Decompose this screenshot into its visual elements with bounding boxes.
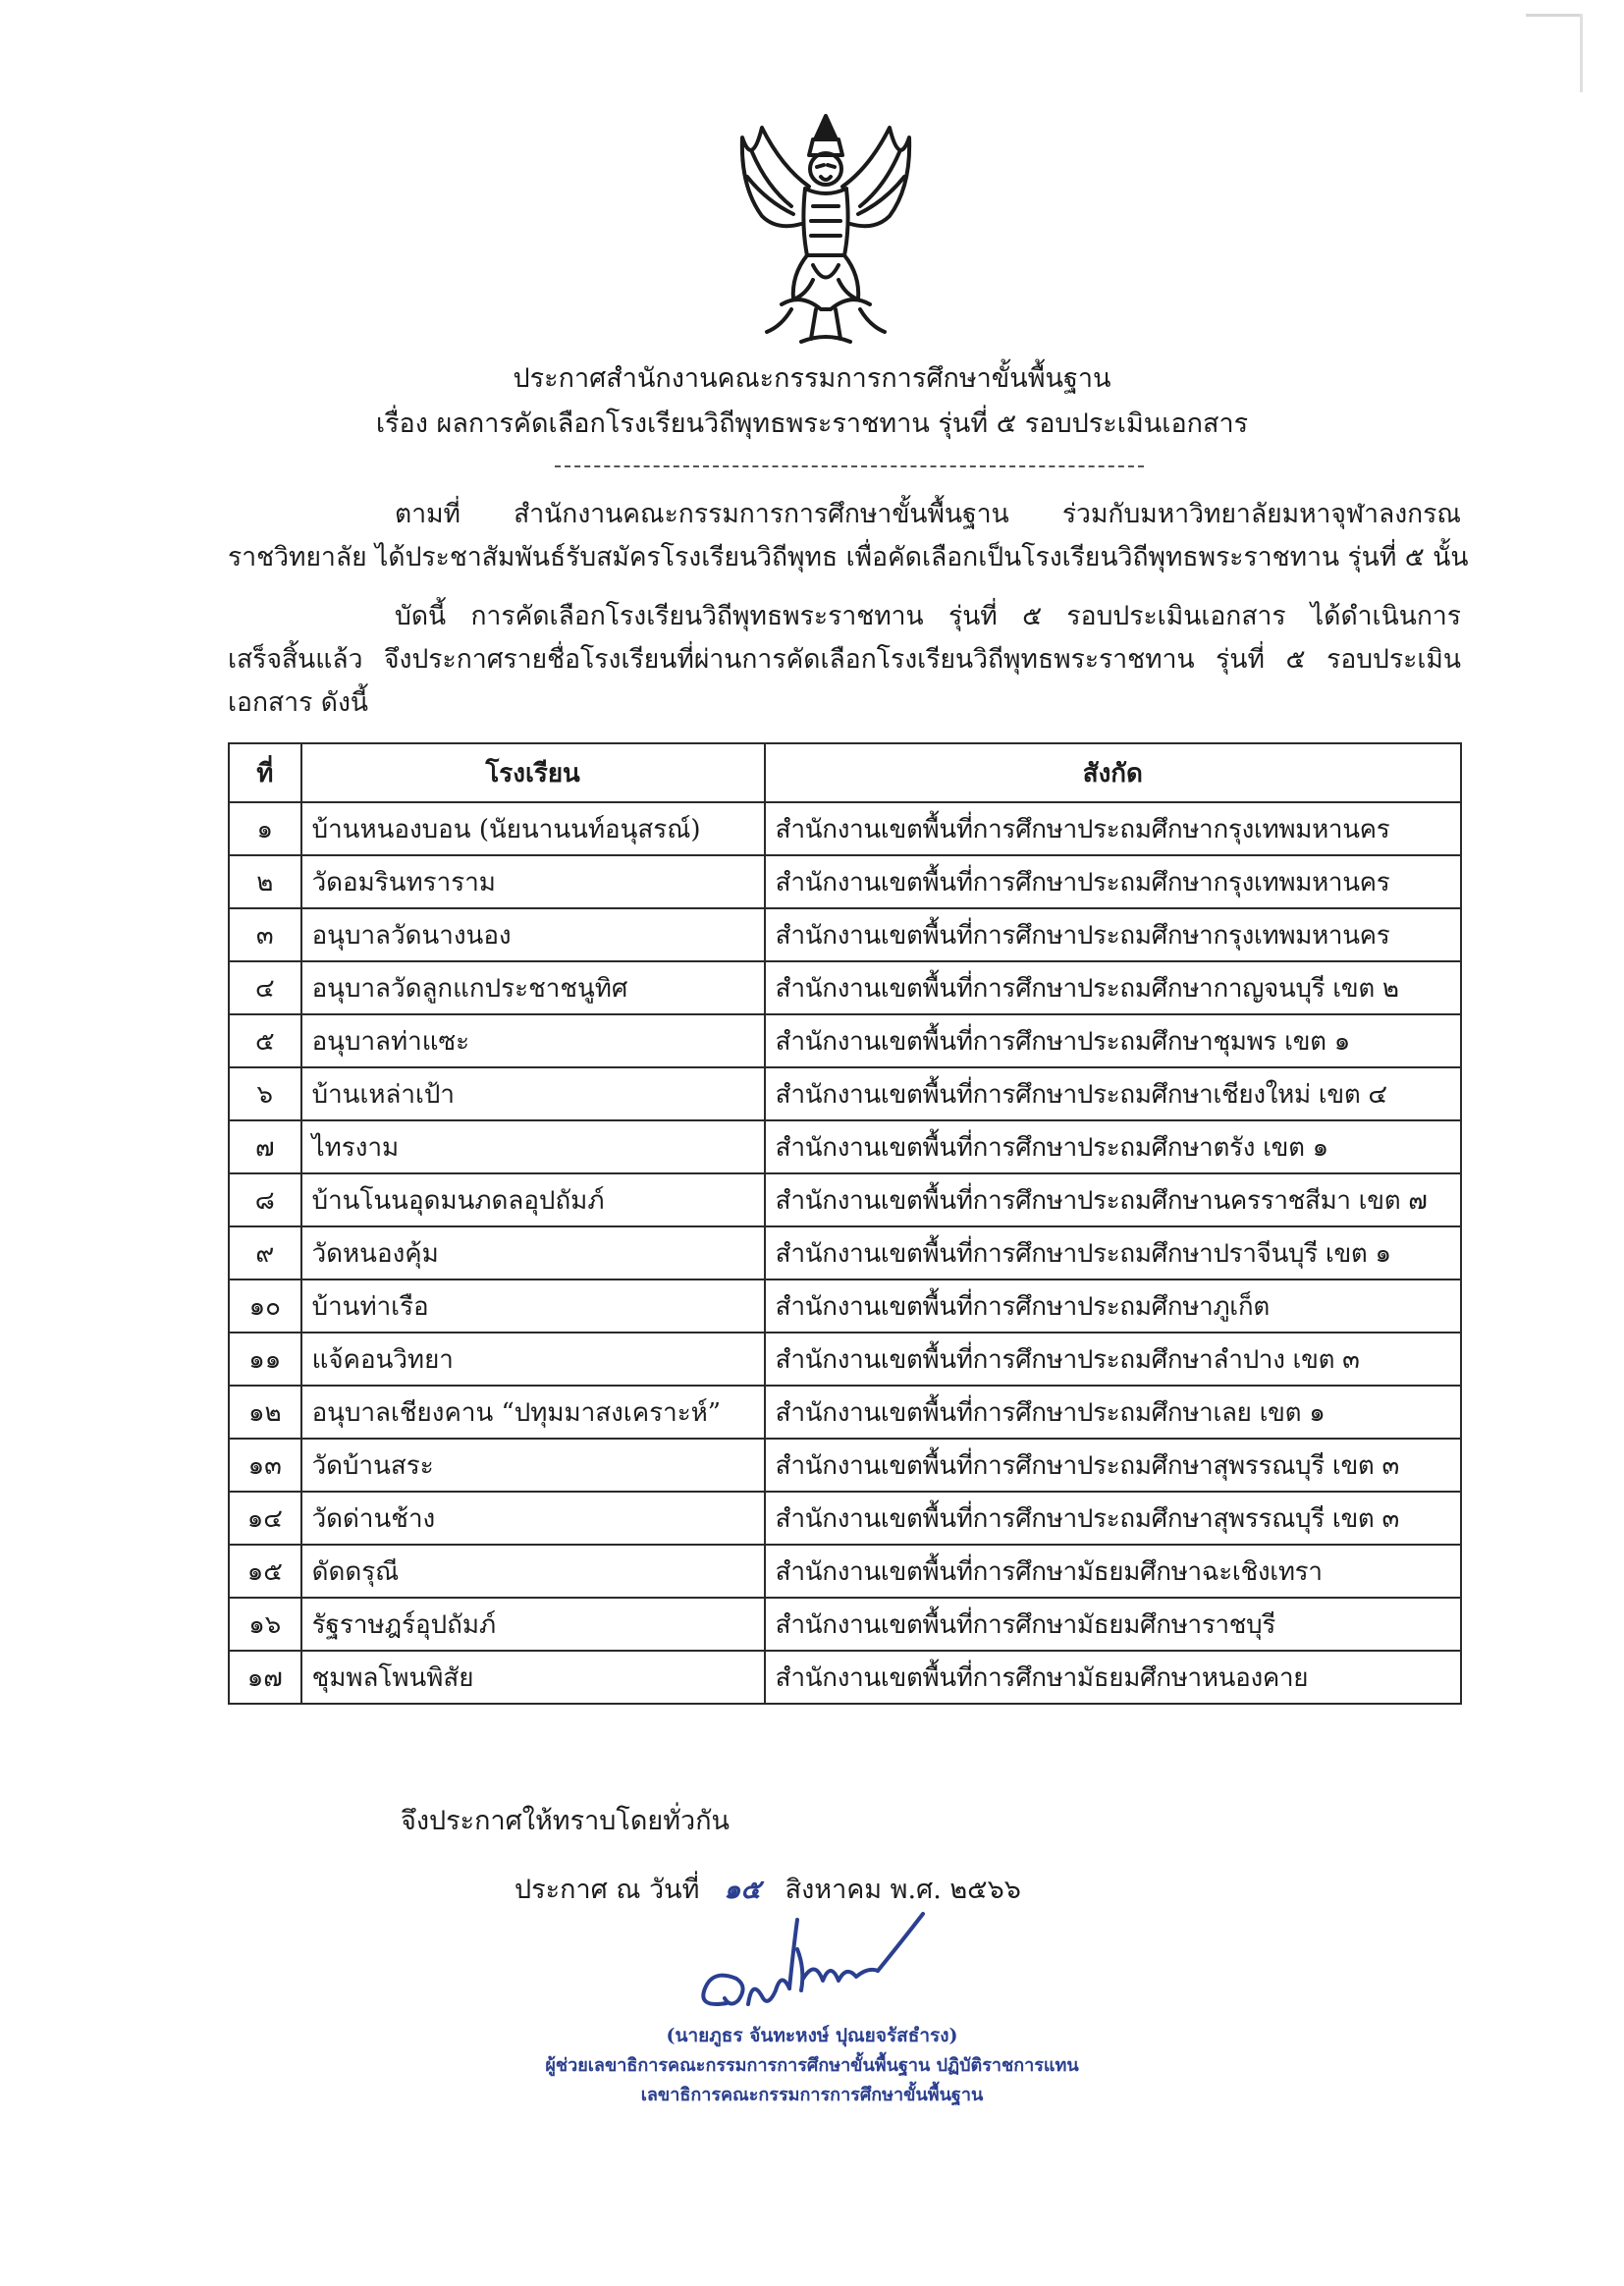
intro-paragraph — [228, 493, 1469, 579]
affiliation-name: สำนักงานเขตพื้นที่การศึกษาประถมศึกษาตรัง เขต ๑ — [765, 1120, 1461, 1173]
table-row — [229, 1173, 1461, 1226]
school-name: ชุมพลโพนพิสัย — [301, 1651, 765, 1704]
affiliation-name: สำนักงานเขตพื้นที่การศึกษาประถมศึกษากรุงเทพมหานคร — [765, 908, 1461, 961]
table-row — [229, 1120, 1461, 1173]
garuda-emblem — [723, 108, 929, 354]
affiliation-name: สำนักงานเขตพื้นที่การศึกษาประถมศึกษาสุพรรณบุรี เขต ๓ — [765, 1439, 1461, 1492]
table-body — [229, 802, 1461, 1704]
paragraph-line: เสร็จสิ้นแล้ว จึงประกาศรายชื่อโรงเรียนที่ผ่านการคัดเลือกโรงเรียนวิถีพุทธพระราชทาน รุ่นที่ ๕ รอบประเมิน — [228, 644, 1461, 675]
school-name: บ้านโนนอุดมนภดลอุปถัมภ์ — [301, 1173, 765, 1226]
date-month-year: สิงหาคม พ.ศ. ๒๕๖๖ — [785, 1875, 1021, 1905]
row-number: ๙ — [229, 1226, 301, 1279]
affiliation-name: สำนักงานเขตพื้นที่การศึกษาประถมศึกษาปราจีนบุรี เขต ๑ — [765, 1226, 1461, 1279]
school-name: บ้านเหล่าเป้า — [301, 1067, 765, 1120]
row-number: ๑๑ — [229, 1333, 301, 1386]
affiliation-name: สำนักงานเขตพื้นที่การศึกษาประถมศึกษาลำปาง เขต ๓ — [765, 1333, 1461, 1386]
affiliation-name: สำนักงานเขตพื้นที่การศึกษามัธยมศึกษาหนองคาย — [765, 1651, 1461, 1704]
paragraph-line: ราชวิทยาลัย ได้ประชาสัมพันธ์รับสมัครโรงเรียนวิถีพุทธ เพื่อคัดเลือกเป็นโรงเรียนวิถีพุทธพระราชทาน รุ่นที่ ๕ นั้น — [228, 542, 1469, 572]
column-header-school: โรงเรียน — [301, 743, 765, 802]
school-name: รัฐราษฎร์อุปถัมภ์ — [301, 1598, 765, 1651]
row-number: ๑๖ — [229, 1598, 301, 1651]
school-name: ไทรงาม — [301, 1120, 765, 1173]
handwritten-signature — [687, 1910, 943, 2028]
row-number: ๑๔ — [229, 1492, 301, 1545]
affiliation-name: สำนักงานเขตพื้นที่การศึกษาประถมศึกษาภูเก็ต — [765, 1279, 1461, 1333]
row-number: ๘ — [229, 1173, 301, 1226]
result-paragraph — [228, 595, 1461, 725]
table-row — [229, 1386, 1461, 1439]
school-name: วัดบ้านสระ — [301, 1439, 765, 1492]
table-row — [229, 1651, 1461, 1704]
announcement-title: ประกาศสำนักงานคณะกรรมการการศึกษาขั้นพื้นฐาน — [513, 363, 1111, 394]
table-row — [229, 1545, 1461, 1598]
school-name: อนุบาลเชียงคาน “ปทุมมาสงเคราะห์” — [301, 1386, 765, 1439]
table-row — [229, 961, 1461, 1014]
row-number: ๗ — [229, 1120, 301, 1173]
affiliation-name: สำนักงานเขตพื้นที่การศึกษาประถมศึกษากรุงเทพมหานคร — [765, 855, 1461, 908]
signatory-position-line2: เลขาธิการคณะกรรมการการศึกษาขั้นพื้นฐาน — [640, 2085, 984, 2105]
paragraph-line: บัดนี้ การคัดเลือกโรงเรียนวิถีพุทธพระราชทาน รุ่นที่ ๕ รอบประเมินเอกสาร ได้ดำเนินการ — [395, 601, 1461, 631]
table-row — [229, 1279, 1461, 1333]
table-row — [229, 802, 1461, 855]
affiliation-name: สำนักงานเขตพื้นที่การศึกษาประถมศึกษากรุงเทพมหานคร — [765, 802, 1461, 855]
table-header-row — [229, 743, 1461, 802]
closing-statement: จึงประกาศให้ทราบโดยทั่วกัน — [401, 1806, 730, 1836]
table-row — [229, 1067, 1461, 1120]
affiliation-name: สำนักงานเขตพื้นที่การศึกษาประถมศึกษาชุมพร เขต ๑ — [765, 1014, 1461, 1067]
table-row — [229, 908, 1461, 961]
row-number: ๑๗ — [229, 1651, 301, 1704]
school-name: วัดหนองคุ้ม — [301, 1226, 765, 1279]
table-row — [229, 1333, 1461, 1386]
school-name: บ้านหนองบอน (นัยนานนท์อนุสรณ์) — [301, 802, 765, 855]
paragraph-line: ตามที่ สำนักงานคณะกรรมการการศึกษาขั้นพื้นฐาน ร่วมกับมหาวิทยาลัยมหาจุฬาลงกรณ — [395, 499, 1461, 529]
table-row — [229, 1492, 1461, 1545]
school-name: ดัดดรุณี — [301, 1545, 765, 1598]
table-row — [229, 1598, 1461, 1651]
affiliation-name: สำนักงานเขตพื้นที่การศึกษามัธยมศึกษาฉะเชิงเทรา — [765, 1545, 1461, 1598]
paragraph-line: เอกสาร ดังนี้ — [228, 687, 368, 718]
row-number: ๔ — [229, 961, 301, 1014]
announcement-subject: เรื่อง ผลการคัดเลือกโรงเรียนวิถีพุทธพระราชทาน รุ่นที่ ๕ รอบประเมินเอกสาร — [375, 408, 1249, 439]
affiliation-name: สำนักงานเขตพื้นที่การศึกษาประถมศึกษากาญจนบุรี เขต ๒ — [765, 961, 1461, 1014]
affiliation-name: สำนักงานเขตพื้นที่การศึกษาประถมศึกษาสุพรรณบุรี เขต ๓ — [765, 1492, 1461, 1545]
row-number: ๑๓ — [229, 1439, 301, 1492]
row-number: ๒ — [229, 855, 301, 908]
row-number: ๑๕ — [229, 1545, 301, 1598]
affiliation-name: สำนักงานเขตพื้นที่การศึกษาประถมศึกษาเชียงใหม่ เขต ๔ — [765, 1067, 1461, 1120]
selected-schools-table — [228, 742, 1462, 1705]
column-header-number: ที่ — [229, 743, 301, 802]
school-name: บ้านท่าเรือ — [301, 1279, 765, 1333]
affiliation-name: สำนักงานเขตพื้นที่การศึกษามัธยมศึกษาราชบุรี — [765, 1598, 1461, 1651]
school-name: อนุบาลวัดนางนอง — [301, 908, 765, 961]
affiliation-name: สำนักงานเขตพื้นที่การศึกษาประถมศึกษานครราชสีมา เขต ๗ — [765, 1173, 1461, 1226]
column-header-affiliation: สังกัด — [765, 743, 1461, 802]
signatory-name: (นายภูธร จันทะหงษ์ ปุณยจรัสธำรง) — [666, 2025, 958, 2046]
row-number: ๑ — [229, 802, 301, 855]
row-number: ๕ — [229, 1014, 301, 1067]
scan-corner-mark — [1526, 14, 1585, 102]
date-prefix: ประกาศ ณ วันที่ — [514, 1875, 700, 1905]
affiliation-name: สำนักงานเขตพื้นที่การศึกษาประถมศึกษาเลย เขต ๑ — [765, 1386, 1461, 1439]
signatory-position: ผู้ช่วยเลขาธิการคณะกรรมการการศึกษาขั้นพื้นฐาน ปฏิบัติราชการแทน — [545, 2055, 1079, 2076]
school-name: วัดอมรินทราราม — [301, 855, 765, 908]
announcement-date — [514, 1868, 1021, 1910]
school-name: อนุบาลท่าแซะ — [301, 1014, 765, 1067]
school-name: วัดด่านช้าง — [301, 1492, 765, 1545]
row-number: ๓ — [229, 908, 301, 961]
row-number: ๑๒ — [229, 1386, 301, 1439]
row-number: ๖ — [229, 1067, 301, 1120]
dashed-divider — [555, 465, 1144, 467]
table-row — [229, 1014, 1461, 1067]
table-row — [229, 855, 1461, 908]
school-name: อนุบาลวัดลูกแกประชาชนูทิศ — [301, 961, 765, 1014]
table-row — [229, 1439, 1461, 1492]
table-row — [229, 1226, 1461, 1279]
row-number: ๑๐ — [229, 1279, 301, 1333]
date-day: ๑๕ — [724, 1875, 761, 1905]
school-name: แจ้คอนวิทยา — [301, 1333, 765, 1386]
